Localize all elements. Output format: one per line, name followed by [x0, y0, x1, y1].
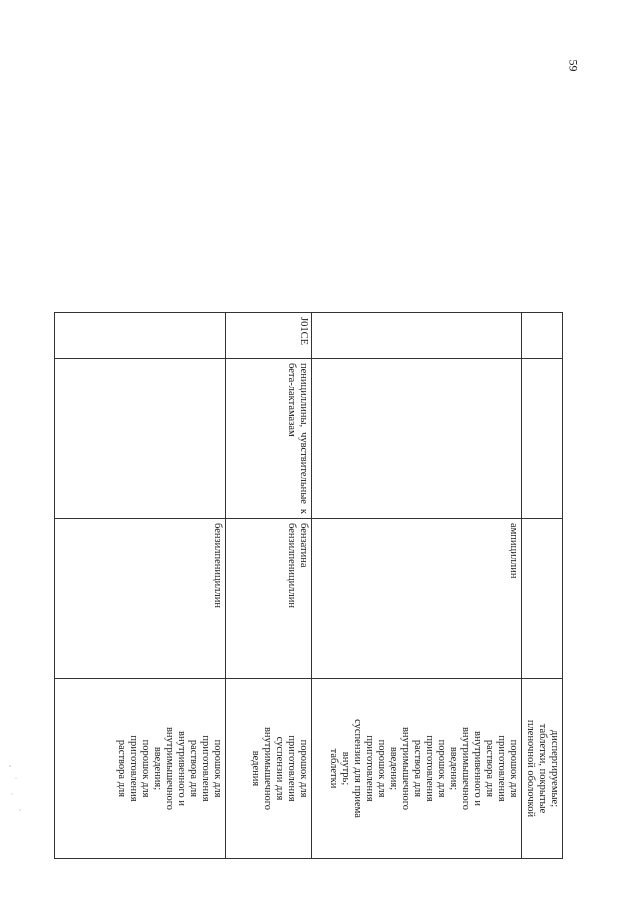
table-row	[55, 313, 226, 859]
atc-code-cell: J01CE	[226, 313, 312, 359]
scan-speck-marks	[6, 760, 26, 820]
atc-code-cell	[312, 313, 522, 359]
drug-table	[54, 312, 563, 859]
dosage-form-cell: порошок для приготовления суспензии для внутримышечного ведения	[226, 679, 312, 859]
table-row	[522, 313, 563, 859]
drug-name-cell: бензилпенициллин	[55, 519, 226, 679]
dosage-form-cell: диспергируемые; таблетки, покрытые пленочной оболочкой	[522, 679, 563, 859]
dosage-form-cell: порошок для приготовления раствора для внутривенного и внутримышечного введения; порошок для приготовления раствора для	[55, 679, 226, 859]
drug-name-cell: ампициллин	[312, 519, 522, 679]
group-cell	[312, 359, 522, 519]
atc-code-cell	[522, 313, 563, 359]
rotated-table-sheet	[54, 312, 563, 858]
group-cell: пенициллины, чувствительные к бета-лактамазам	[226, 359, 312, 519]
atc-code-cell	[55, 313, 226, 359]
group-cell	[55, 359, 226, 519]
table-row	[226, 313, 312, 859]
table-row	[312, 313, 522, 859]
group-cell	[522, 359, 563, 519]
dosage-form-cell: порошок для приготовления раствора для внутривенного и внутримышечного введения; порошок для приготовления раствора для внутримышечного введения; порошок для приготовления суспензии для приема внутрь; таблетки	[312, 679, 522, 859]
drug-name-cell	[522, 519, 563, 679]
page-number: 59	[566, 59, 581, 72]
drug-name-cell: бензатина бензилпенициллин	[226, 519, 312, 679]
